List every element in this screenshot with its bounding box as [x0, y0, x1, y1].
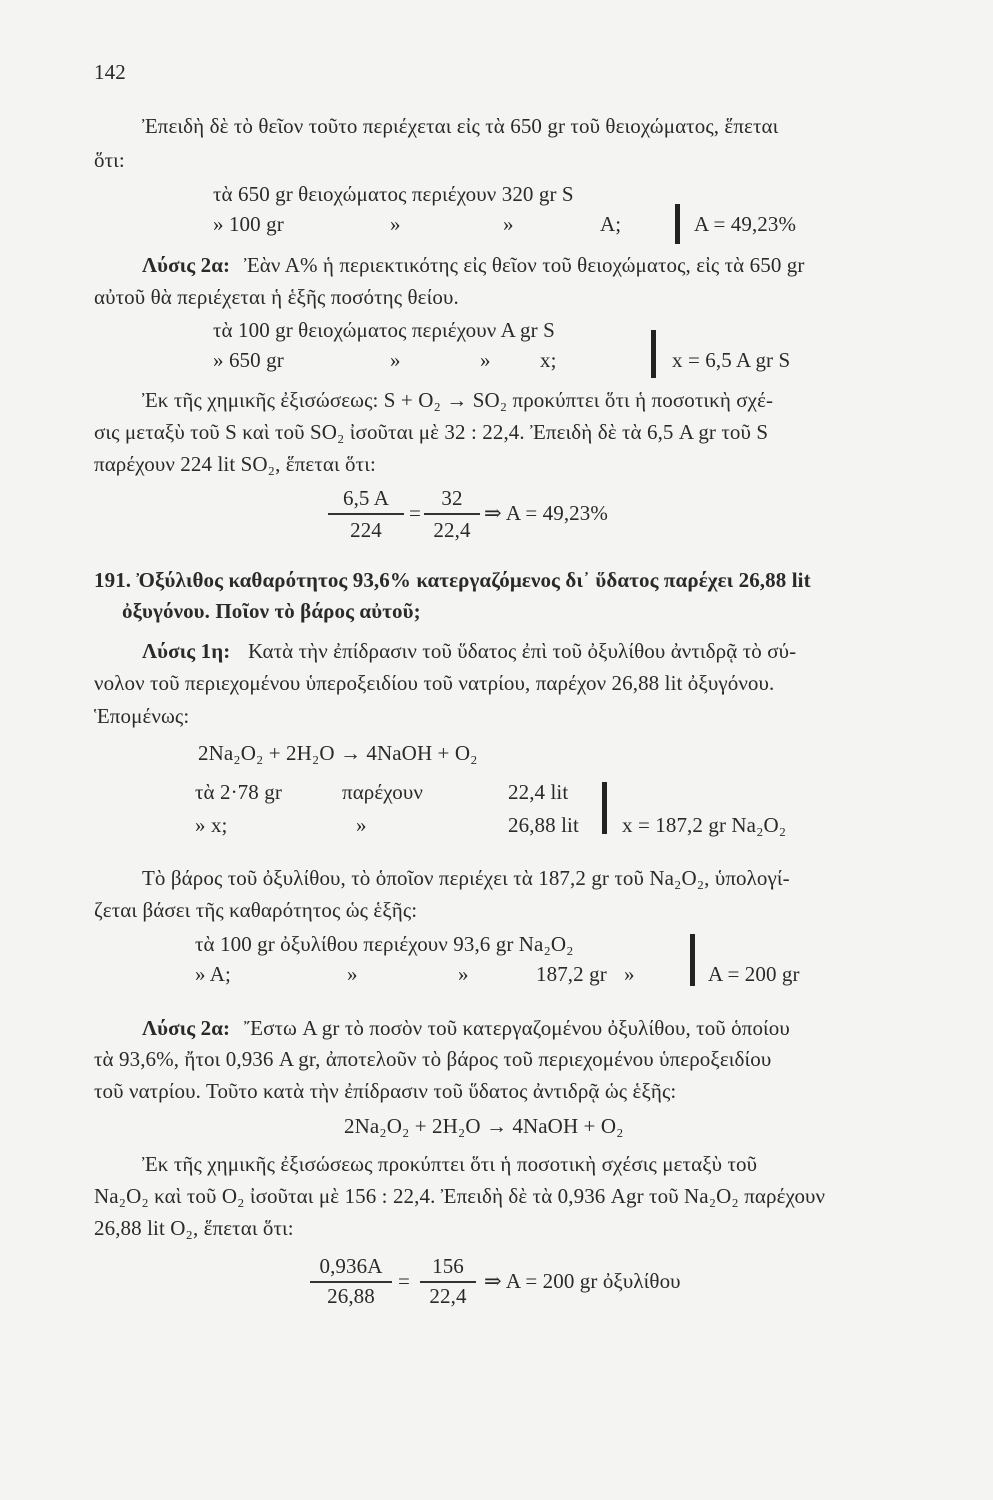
frac1-den2: 22,4	[433, 518, 471, 542]
proportion-bar	[651, 330, 656, 378]
prop3-row2-b: »	[356, 813, 367, 837]
para4-line3: 26,88 lit O₂, ἕπεται ὅτι:	[94, 1216, 294, 1240]
prop2-row1: τὰ 100 gr θειοχώματος περιέχουν Α gr S	[213, 318, 555, 342]
prop2-row2-d: x;	[540, 348, 557, 372]
para2-line3: παρέχουν 224 lit SO₂, ἕπεται ὅτι:	[94, 452, 376, 476]
prop3-row1-a: τὰ 2·78 gr	[195, 780, 282, 804]
problem-191-line2: ὀξυγόνου. Ποῖον τὸ βάρος αὐτοῦ;	[122, 599, 421, 623]
sol2b-line2: τὰ 93,6%, ἤτοι 0,936 A gr, ἀποτελοῦν τὸ βάρος τοῦ περιεχομένου ὑπεροξειδίου	[94, 1047, 772, 1071]
solution-label: Λύσις 2α:	[142, 1016, 231, 1040]
prop4-result: A = 200 gr	[708, 962, 800, 986]
prop2-row2-b: »	[390, 348, 401, 372]
para4-line1: Ἐκ τῆς χημικῆς ἐξισώσεως προκύπτει ὅτι ἡ ποσοτικὴ σχέσις μεταξὺ τοῦ	[142, 1152, 758, 1176]
sol2a-line1: Ἐὰν Α% ἡ περιεκτικότης εἰς θεῖον τοῦ θειοχώματος, εἰς τὰ 650 gr	[244, 253, 805, 277]
sol1-line3: Ἑπομένως:	[94, 704, 190, 728]
para3-line2: ζεται βάσει τῆς καθαρότητος ὡς ἑξῆς:	[94, 898, 418, 922]
para1-line2: ὅτι:	[94, 148, 125, 172]
prop3-row1-c: 22,4 lit	[508, 780, 569, 804]
prop4-row2-c: »	[458, 962, 469, 986]
para1-line1: Ἐπειδὴ δὲ τὸ θεῖον τοῦτο περιέχεται εἰς τὰ 650 gr τοῦ θειοχώματος, ἕπεται	[142, 114, 779, 138]
prop1-row2-d: A;	[600, 212, 622, 236]
prop4-row2-d: 187,2 gr	[536, 962, 607, 986]
fraction-bar	[424, 513, 480, 515]
frac2-result: ⇒ A = 200 gr ὀξυλίθου	[484, 1269, 681, 1293]
prop3-row2-c: 26,88 lit	[508, 813, 579, 837]
prop1-row1: τὰ 650 gr θειοχώματος περιέχουν 320 gr S	[213, 182, 574, 206]
frac1-num2: 32	[441, 486, 463, 510]
prop3-row1-b: παρέχουν	[342, 780, 423, 804]
problem-191-line1: 191. Ὀξύλιθος καθαρότητος 93,6% κατεργαζόμενος δι᾽ ὕδατος παρέχει 26,88 lit	[94, 568, 811, 592]
prop4-row2-b: »	[347, 962, 358, 986]
frac2-den1: 26,88	[327, 1284, 375, 1308]
frac2-equals: =	[398, 1269, 410, 1293]
sol2b-line1: Ἔστω A gr τὸ ποσὸν τοῦ κατεργαζομένου ὀξυλίθου, τοῦ ὁποίου	[244, 1016, 790, 1040]
prop1-result: A = 49,23%	[694, 212, 797, 236]
frac2-den2: 22,4	[429, 1284, 467, 1308]
prop2-result: x = 6,5 A gr S	[672, 348, 791, 372]
page-number: 142	[94, 60, 126, 84]
prop1-row2-a: » 100 gr	[213, 212, 284, 236]
prop2-row2-a: » 650 gr	[213, 348, 284, 372]
frac1-den1: 224	[350, 518, 382, 542]
para2-line1: Ἐκ τῆς χημικῆς ἐξισώσεως: S + O₂ → SO₂ προκύπτει ὅτι ἡ ποσοτικὴ σχέ-	[142, 388, 774, 412]
solution-label: Λύσις 1η:	[142, 639, 231, 663]
para4-line2: Na₂O₂ καὶ τοῦ O₂ ἰσοῦται μὲ 156 : 22,4. Ἐπειδὴ δὲ τὰ 0,936 Agr τοῦ Na₂O₂ παρέχουν	[94, 1184, 826, 1208]
proportion-bar	[690, 934, 695, 986]
chemical-equation-2: 2Na₂O₂ + 2H₂O → 4NaOH + O₂	[344, 1114, 624, 1138]
sol2a-line2: αὐτοῦ θὰ περιέχεται ἡ ἑξῆς ποσότης θείου.	[94, 285, 459, 309]
frac1-equals: =	[409, 501, 421, 525]
frac1-result: ⇒ A = 49,23%	[484, 501, 608, 525]
prop1-row2-b: »	[390, 212, 401, 236]
prop4-row2-a: » A;	[195, 962, 231, 986]
para3-line1: Τὸ βάρος τοῦ ὀξυλίθου, τὸ ὁποῖον περιέχει τὰ 187,2 gr τοῦ Na₂O₂, ὑπολογί-	[142, 866, 790, 890]
prop3-row2-a: » x;	[195, 813, 228, 837]
fraction-bar	[328, 513, 404, 515]
frac2-num1: 0,936A	[319, 1254, 383, 1278]
prop3-result: x = 187,2 gr Na₂O₂	[622, 813, 787, 837]
prop4-row1: τὰ 100 gr ὀξυλίθου περιέχουν 93,6 gr Na₂O₂	[195, 932, 574, 956]
sol2b-line3: τοῦ νατρίου. Τοῦτο κατὰ τὴν ἐπίδρασιν τοῦ ὕδατος ἀντιδρᾷ ὡς ἑξῆς:	[94, 1079, 677, 1103]
proportion-bar	[675, 204, 680, 244]
frac2-num2: 156	[432, 1254, 464, 1278]
fraction-bar	[310, 1281, 392, 1283]
solution-label: Λύσις 2α:	[142, 253, 231, 277]
sol1-line1: Κατὰ τὴν ἐπίδρασιν τοῦ ὕδατος ἐπὶ τοῦ ὀξυλίθου ἀντιδρᾷ τὸ σύ-	[248, 639, 797, 663]
prop2-row2-c: »	[480, 348, 491, 372]
sol1-line2: νολον τοῦ περιεχομένου ὑπεροξειδίου τοῦ νατρίου, παρέχον 26,88 lit ὀξυγόνου.	[94, 671, 775, 695]
frac1-num1: 6,5 A	[342, 486, 389, 510]
prop1-row2-c: »	[503, 212, 514, 236]
chemical-equation-1: 2Na₂O₂ + 2H₂O → 4NaOH + O₂	[198, 741, 478, 765]
proportion-bar	[602, 782, 607, 834]
prop4-row2-e: »	[624, 962, 635, 986]
fraction-bar	[420, 1281, 476, 1283]
para2-line2: σις μεταξὺ τοῦ S καὶ τοῦ SO₂ ἰσοῦται μὲ 32 : 22,4. Ἐπειδὴ δὲ τὰ 6,5 A gr τοῦ S	[94, 420, 769, 444]
